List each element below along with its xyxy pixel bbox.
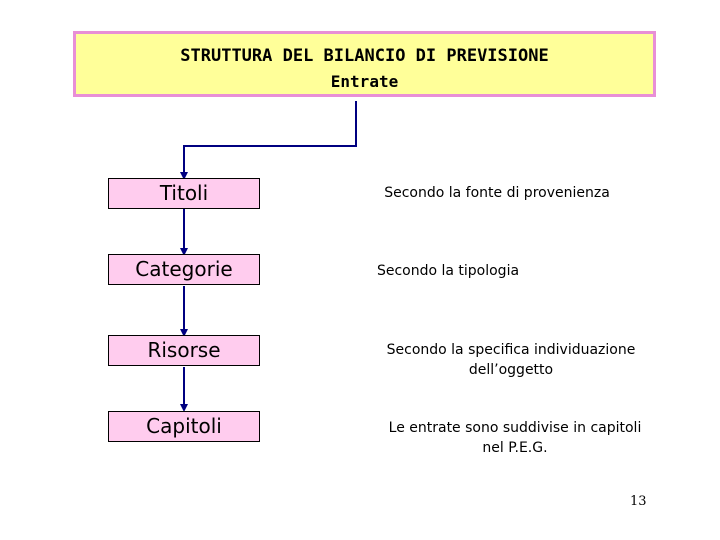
level-box-categorie: Categorie [108, 254, 260, 285]
diagram-subtitle: Entrate [330, 72, 399, 91]
description-risorse-line-1: Secondo la specifica individuazione [386, 342, 636, 358]
description-risorse [366, 340, 656, 380]
description-capitoli-line-1: Le entrate sono suddivise in capitoli [388, 420, 642, 436]
description-capitoli [366, 418, 664, 458]
description-titoli [366, 183, 628, 203]
level-box-risorse: Risorse [108, 335, 260, 366]
title-box [73, 31, 656, 97]
description-titoli-line: Secondo la fonte di provenienza [384, 185, 610, 201]
description-categorie-line: Secondo la tipologia [376, 263, 520, 279]
level-box-titoli: Titoli [108, 178, 260, 209]
description-risorse-line-2: dell’oggetto [468, 362, 554, 378]
description-capitoli-line-2: nel P.E.G. [482, 440, 548, 456]
page-number: 13 [630, 494, 647, 509]
level-box-capitoli: Capitoli [108, 411, 260, 442]
description-categorie [366, 261, 530, 281]
title-to-titoli-connector [184, 101, 356, 176]
diagram-title: STRUTTURA DEL BILANCIO DI PREVISIONE [180, 46, 549, 66]
